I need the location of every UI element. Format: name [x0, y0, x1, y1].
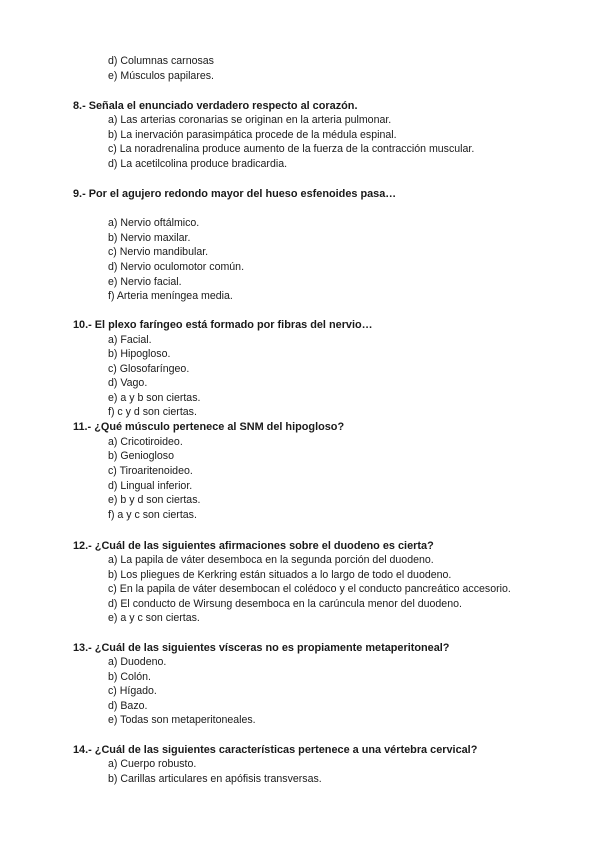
question-10-title: 10.- El plexo faríngeo está formado por fibras del nervio… — [73, 319, 373, 331]
question-8-option-d: d) La acetilcolina produce bradicardia. — [108, 158, 288, 170]
question-9-option-a: a) Nervio oftálmico. — [108, 217, 200, 229]
question-14-title: 14.- ¿Cuál de las siguientes características pertenece a una vértebra cervical? — [73, 744, 478, 756]
question-9-option-c: c) Nervio mandibular. — [108, 246, 209, 258]
question-12-option-e: e) a y c son ciertas. — [108, 612, 200, 624]
question-10-option-e: e) a y b son ciertas. — [108, 392, 201, 404]
question-10-option-d: d) Vago. — [108, 377, 148, 389]
question-12-option-d: d) El conducto de Wirsung desemboca en la carúncula menor del duodeno. — [108, 598, 462, 610]
option-prev-e: e) Músculos papilares. — [108, 70, 214, 82]
question-9-title: 9.- Por el agujero redondo mayor del hueso esfenoides pasa… — [73, 188, 397, 200]
question-12-title: 12.- ¿Cuál de las siguientes afirmaciones sobre el duodeno es cierta? — [73, 540, 434, 552]
question-11-option-d: d) Lingual inferior. — [108, 480, 193, 492]
question-10-option-b: b) Hipogloso. — [108, 348, 171, 360]
question-11-option-a: a) Cricotiroideo. — [108, 436, 183, 448]
question-8-option-b: b) La inervación parasimpática procede de la médula espinal. — [108, 129, 397, 141]
question-8-option-a: a) Las arterias coronarias se originan en la arteria pulmonar. — [108, 114, 392, 126]
question-11-option-c: c) Tiroaritenoideo. — [108, 465, 193, 477]
question-9-option-d: d) Nervio oculomotor común. — [108, 261, 245, 273]
question-14-option-b: b) Carillas articulares en apófisis transversas. — [108, 773, 322, 785]
question-13-option-c: c) Hígado. — [108, 685, 157, 697]
question-13-option-d: d) Bazo. — [108, 700, 148, 712]
question-11-option-e: e) b y d son ciertas. — [108, 494, 201, 506]
question-12-option-a: a) La papila de váter desemboca en la segunda porción del duodeno. — [108, 554, 434, 566]
question-10-option-a: a) Facial. — [108, 334, 152, 346]
question-9-option-f: f) Arteria meníngea media. — [108, 290, 233, 302]
question-11-title: 11.- ¿Qué músculo pertenece al SNM del hipogloso? — [73, 421, 345, 433]
question-8-title: 8.- Señala el enunciado verdadero respecto al corazón. — [73, 100, 358, 112]
question-13-title: 13.- ¿Cuál de las siguientes vísceras no es propiamente metaperitoneal? — [73, 642, 450, 654]
question-13-option-e: e) Todas son metaperitoneales. — [108, 714, 256, 726]
question-9-option-b: b) Nervio maxilar. — [108, 232, 191, 244]
question-10-option-f: f) c y d son ciertas. — [108, 406, 197, 418]
question-11-option-b: b) Geniogloso — [108, 450, 174, 462]
question-10-option-c: c) Glosofaríngeo. — [108, 363, 190, 375]
question-12-option-b: b) Los pliegues de Kerkring están situados a lo largo de todo el duodeno. — [108, 569, 452, 581]
option-prev-d: d) Columnas carnosas — [108, 55, 214, 67]
question-9-option-e: e) Nervio facial. — [108, 276, 182, 288]
question-12-option-c: c) En la papila de váter desembocan el colédoco y el conducto pancreático accesorio. — [108, 583, 511, 595]
question-13-option-b: b) Colón. — [108, 671, 151, 683]
question-8-option-c: c) La noradrenalina produce aumento de la fuerza de la contracción muscular. — [108, 143, 475, 155]
question-13-option-a: a) Duodeno. — [108, 656, 167, 668]
question-14-option-a: a) Cuerpo robusto. — [108, 758, 197, 770]
question-11-option-f: f) a y c son ciertas. — [108, 509, 197, 521]
